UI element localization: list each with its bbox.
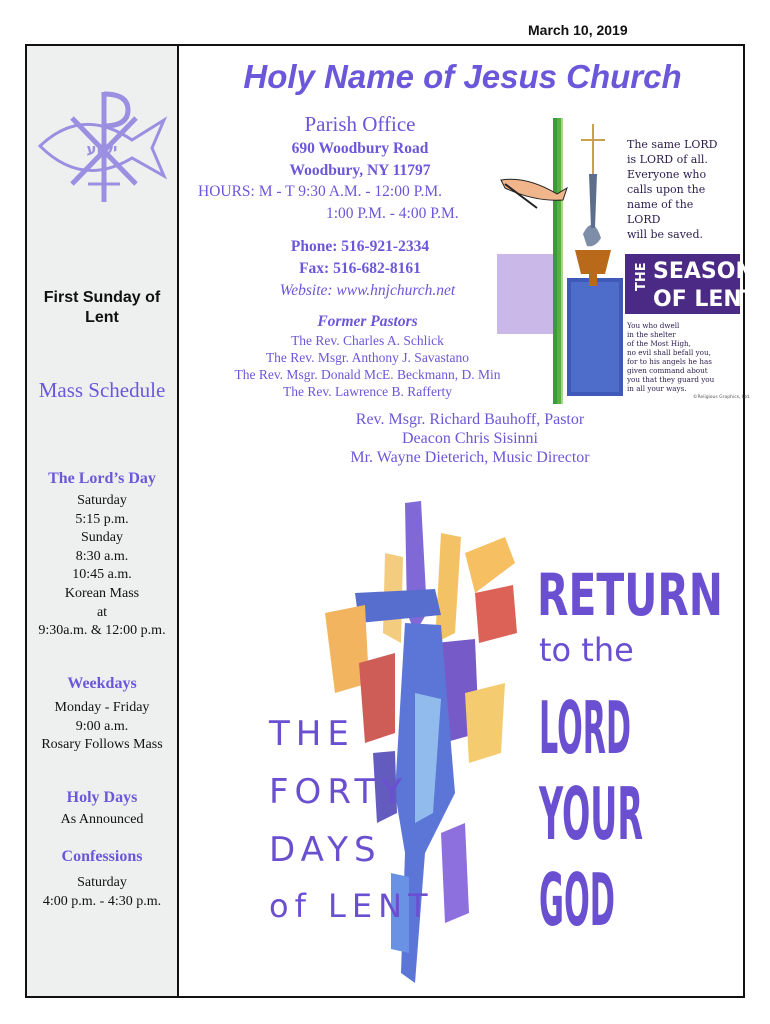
confessions-heading: Confessions xyxy=(61,848,143,865)
verse-line: for to his angels he has xyxy=(627,357,712,366)
mass-schedule-heading: Mass Schedule xyxy=(38,378,166,402)
verse-line: calls upon the xyxy=(627,183,706,196)
schedule-line: at xyxy=(96,604,108,620)
verse-line: The same LORD xyxy=(627,138,718,151)
former-pastor: The Rev. Msgr. Donald McE. Beckmann, D. Min xyxy=(234,367,501,382)
forty-days-line: of LENT xyxy=(269,887,434,925)
bulletin-date: March 10, 2019 xyxy=(528,22,628,38)
schedule-line: 5:15 p.m. xyxy=(75,511,129,527)
return-word: RETURN xyxy=(537,561,723,629)
schedule-line: 8:30 a.m. xyxy=(75,548,129,564)
schedule-line: Sunday xyxy=(81,530,123,546)
office-hours-1: HOURS: M - T 9:30 A.M. - 12:00 P.M. xyxy=(198,183,443,200)
holy-days-times xyxy=(25,811,179,830)
verse-line: given command about xyxy=(627,366,708,375)
season-title-season: SEASON xyxy=(653,259,754,284)
forty-days-line: THE xyxy=(269,714,355,754)
verse-line: will be saved. xyxy=(627,228,703,241)
confessions-times xyxy=(25,874,179,911)
pastor-name: Rev. Msgr. Richard Bauhoff, Pastor xyxy=(355,411,585,428)
verse-line: in all your ways. xyxy=(627,384,687,393)
parish-office-heading: Parish Office xyxy=(304,112,416,136)
forty-days-line: FORTY xyxy=(269,772,409,812)
phone: Phone: 516-921-2334 xyxy=(290,238,430,255)
season-of-lent-illustration xyxy=(497,118,757,404)
to-the-word: to the xyxy=(539,631,634,669)
office-hours-2: 1:00 P.M. - 4:00 P.M. xyxy=(326,205,459,222)
verse-line: LORD xyxy=(627,213,661,226)
weekdays-times xyxy=(25,699,179,755)
former-pastor: The Rev. Msgr. Anthony J. Savastano xyxy=(265,350,470,365)
verse-line: name of the xyxy=(627,198,694,211)
holy-days-heading: Holy Days xyxy=(66,789,138,806)
schedule-line: 10:45 a.m. xyxy=(72,567,132,583)
verse-line: you that they guard you xyxy=(627,375,715,384)
address-line-2: Woodbury, NY 11797 xyxy=(289,162,431,179)
verse-line: You who dwell xyxy=(627,321,680,330)
former-pastor: The Rev. Lawrence B. Rafferty xyxy=(282,384,453,399)
deacon-name: Deacon Chris Sisinni xyxy=(402,430,538,447)
verse-line: in the shelter xyxy=(627,330,676,339)
lords-day-times xyxy=(25,492,179,641)
lord-word: LORD xyxy=(539,686,631,770)
schedule-line: Monday - Friday xyxy=(54,700,150,715)
schedule-line: Korean Mass xyxy=(64,585,140,601)
season-title-the: THE xyxy=(634,262,649,291)
verse-line: Everyone who xyxy=(627,168,707,181)
verse-line: is LORD of all. xyxy=(627,153,708,166)
verse-line: no evil shall befall you, xyxy=(627,348,711,357)
sunday-name: First Sunday of Lent xyxy=(43,289,161,326)
return-to-the-lord-illustration xyxy=(265,493,731,989)
weekdays-heading: Weekdays xyxy=(67,675,137,692)
schedule-line: Saturday xyxy=(77,493,127,508)
forty-days-line: DAYS xyxy=(269,830,382,870)
schedule-line: Rosary Follows Mass xyxy=(41,737,163,753)
art-credit: ©Religious Graphics, Ltd. xyxy=(693,395,751,400)
former-pastor: The Rev. Charles A. Schlick xyxy=(291,333,444,348)
verse-line: of the Most High, xyxy=(627,339,691,348)
god-word: GOD xyxy=(539,858,615,942)
lords-day-heading: The Lord’s Day xyxy=(48,470,156,487)
schedule-line: 9:30a.m. & 12:00 p.m. xyxy=(38,623,166,639)
music-director-name: Mr. Wayne Dieterich, Music Director xyxy=(350,449,590,466)
your-word: YOUR xyxy=(538,772,643,856)
former-pastors-heading: Former Pastors xyxy=(317,313,418,330)
website-link[interactable]: Website: www.hnjchurch.net xyxy=(279,282,456,299)
chi-rho-fish-logo xyxy=(32,88,172,208)
church-title: Holy Name of Jesus Church xyxy=(243,58,682,95)
fax: Fax: 516-682-8161 xyxy=(299,260,421,277)
schedule-line: 4:00 p.m. - 4:30 p.m. xyxy=(42,893,162,909)
schedule-line: Saturday xyxy=(77,875,127,890)
logo-hebrew-text: ישוע xyxy=(86,140,118,158)
address-line-1: 690 Woodbury Road xyxy=(291,140,429,157)
schedule-line: 9:00 a.m. xyxy=(75,718,129,734)
season-title-of-lent: OF LENT xyxy=(653,287,757,312)
schedule-line: As Announced xyxy=(60,812,144,827)
